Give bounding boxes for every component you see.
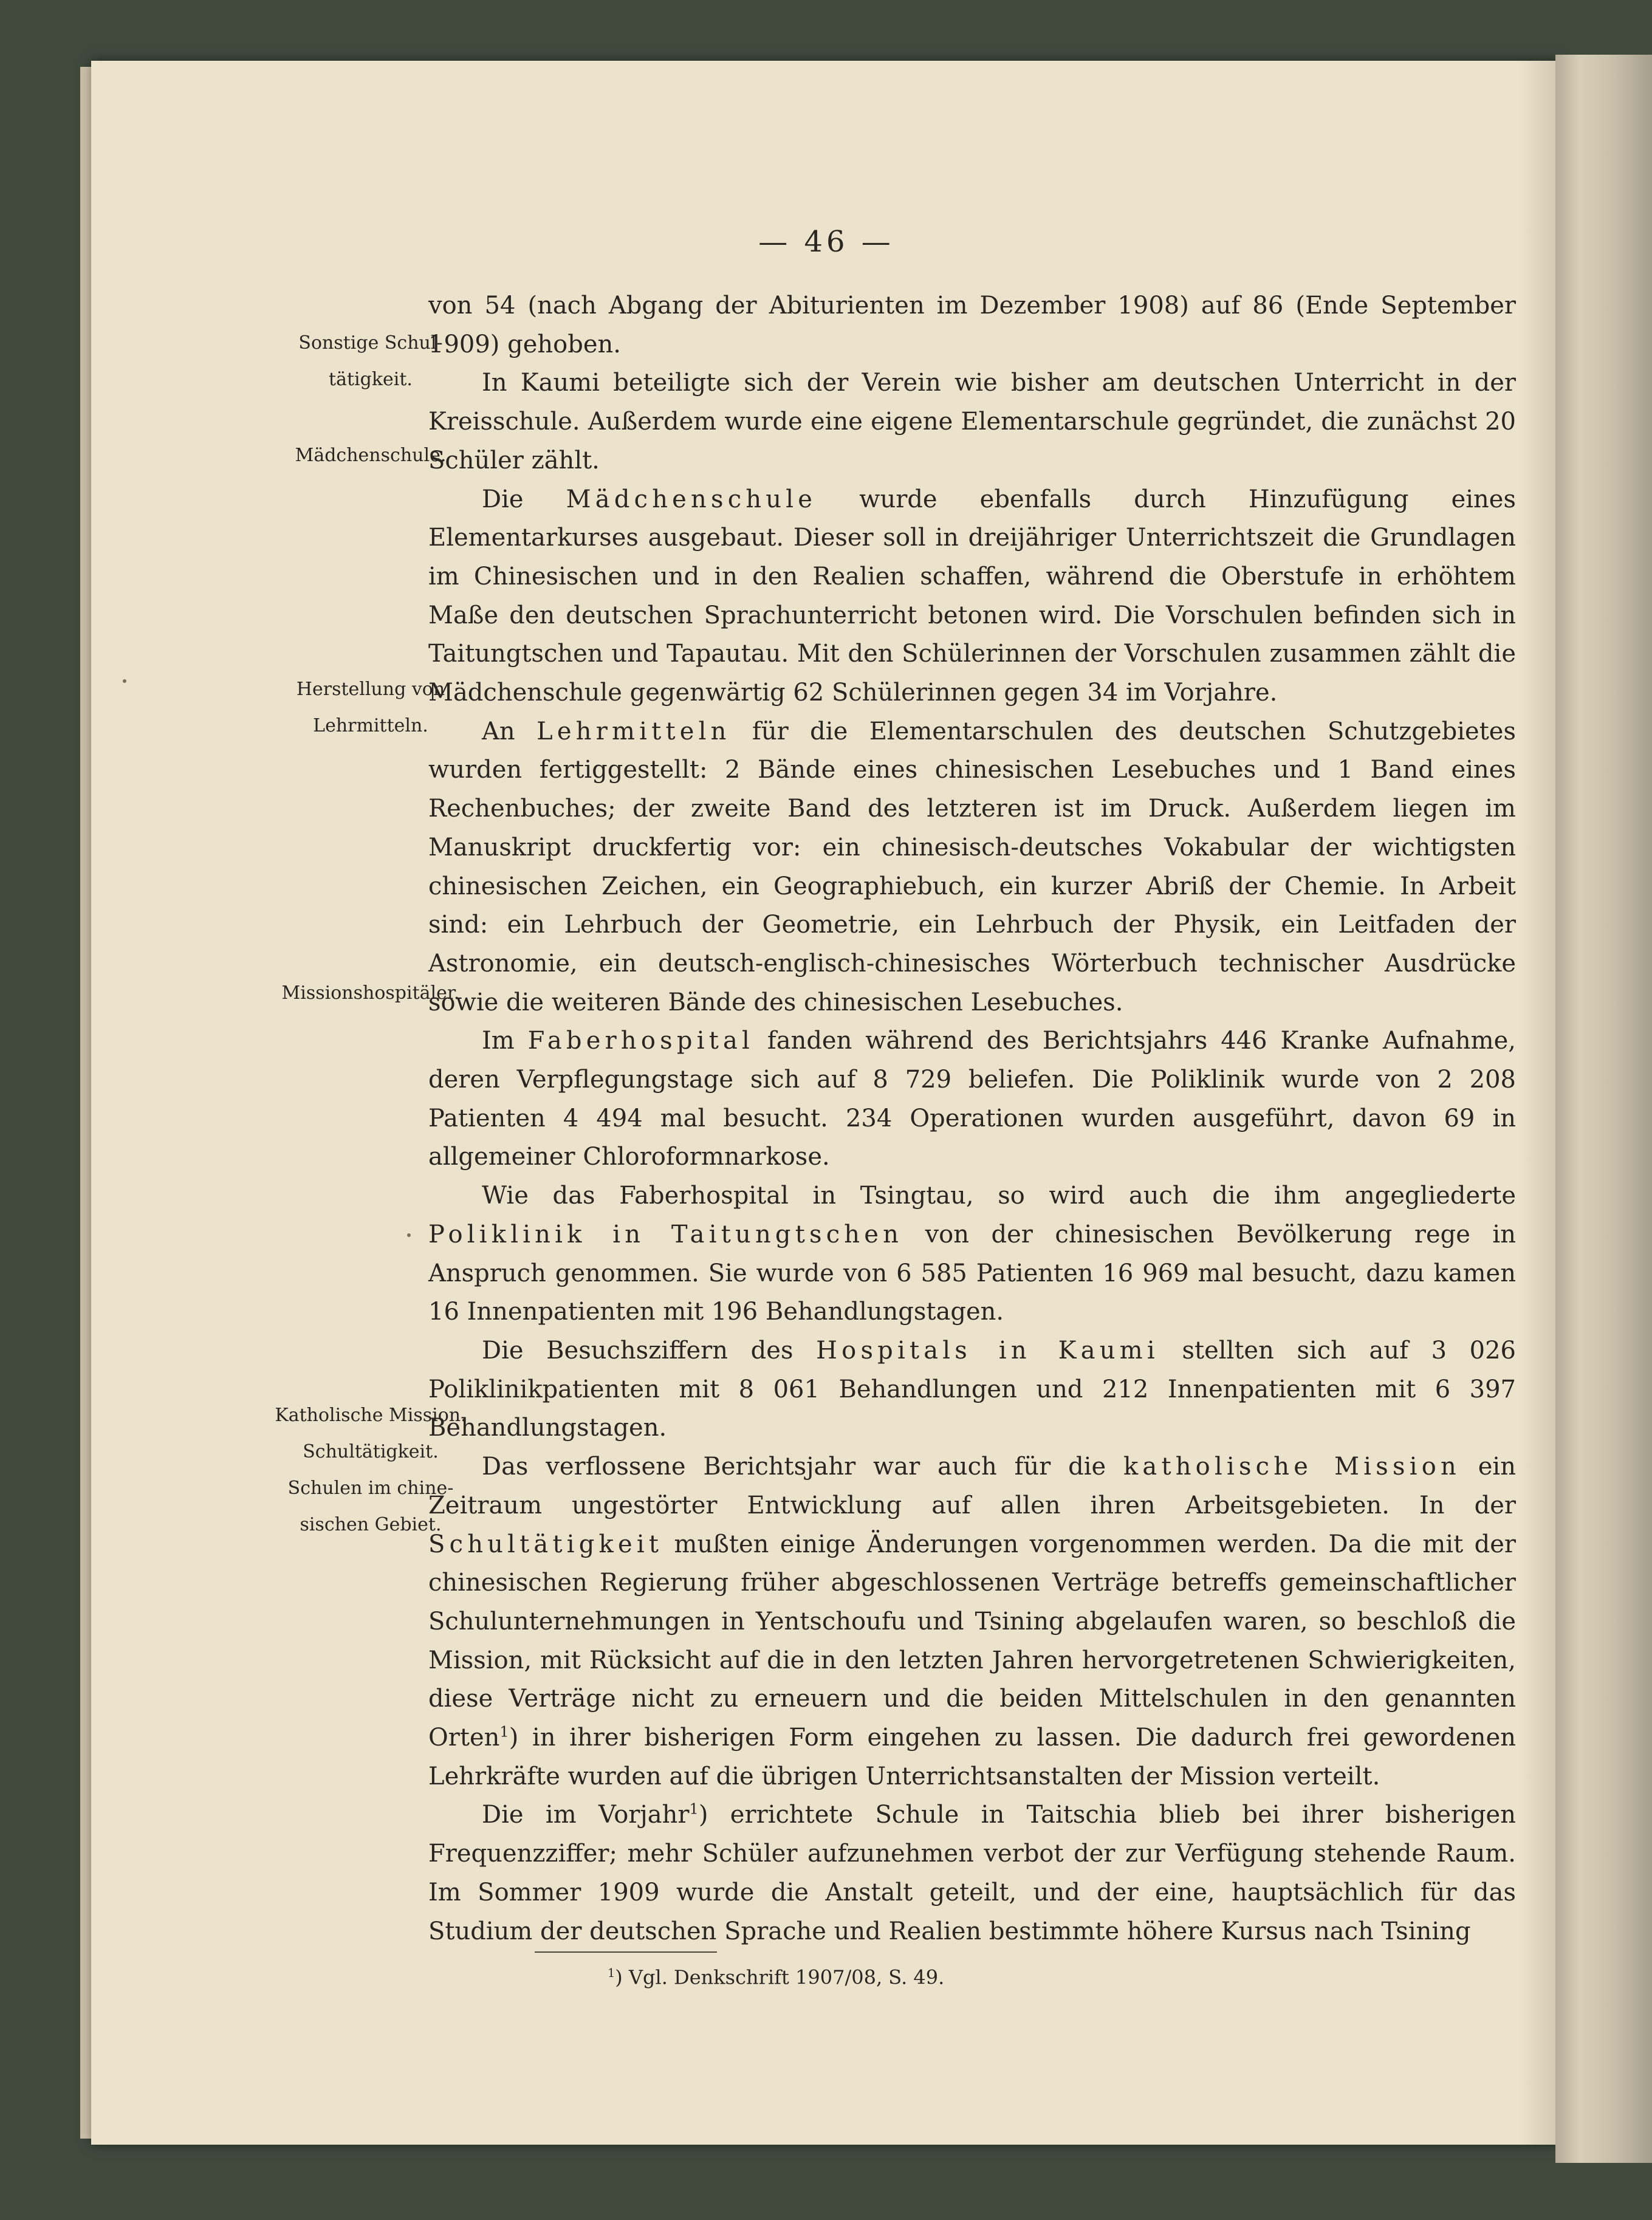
margin-note-line: Katholische Mission. <box>275 1405 467 1426</box>
margin-note <box>231 437 510 474</box>
margin-note-line: Sonstige Schul- <box>298 332 443 354</box>
book-page <box>91 61 1561 2145</box>
paragraph: In Kaumi beteiligte sich der Verein wie bisher am deutschen Unterricht in der Kreisschule. Außerdem wurde eine eigene Elementarschule gegründet, die zunächst 20 Schüler zählt. <box>428 369 1516 474</box>
paragraph: An Lehrmitteln für die Elementarschulen des deutschen Schutzgebietes wurden fertiggestellt: 2 Bände eines chinesischen Lesebuches und 1 Band eines Rechenbuches; der zweite Band des letzteren ist im Druck. Außerdem liegen im Manuskript druckfertig vor: ein chinesisch-deutsches Vokabular der wichtigsten chinesischen Zeichen, ein Geographiebuch, ein kurzer Abriß der Chemie. In Arbeit sind: ein Lehrbuch der Geometrie, ein Lehrbuch der Physik, ein Leitfaden der Astronomie, ein deutsch-englisch-chinesisches Wörterbuch technischer Ausdrücke sowie die weiteren Bände des chinesischen Lesebuches. <box>428 717 1516 1016</box>
book-gutter <box>1555 55 1652 2163</box>
margin-note-line: Missionshospitäler. <box>281 982 460 1004</box>
margin-note-line: Mädchenschule. <box>295 445 447 466</box>
margin-note-line: Schulen im chine- <box>287 1478 454 1499</box>
paragraph: Die Mädchenschule wurde ebenfalls durch Hinzufügung eines Elementarkurses ausgebaut. Dieser soll in dreijähriger Unterrichtszeit die Grundlagen im Chinesischen und in den Realien schaffen, während die Oberstufe in erhöhtem Maße den deutschen Sprachunterricht betonen wird. Die Vorschulen befinden sich in Taitungtschen und Tapautau. Mit den Schülerinnen der Vorschulen zusammen zählt die Mädchenschule gegenwärtig 62 Schülerinnen gegen 34 im Vorjahre. <box>428 485 1516 707</box>
paragraph: Das verflossene Berichtsjahr war auch für die katholische Mission ein Zeitraum ungestörter Entwicklung auf allen ihren Arbeitsgebieten. In der Schultätigkeit mußten einige Änderungen vorgenommen werden. Da die mit der chinesischen Regierung früher abgeschlossenen Verträge betreffs gemeinschaftlicher Schulunternehmungen in Yentschoufu und Tsining abgelaufen waren, so beschloß die Mission, mit Rücksicht auf die in den letzten Jahren hervorgetretenen Schwierigkeiten, diese Verträge nicht zu erneuern und die beiden Mittelschulen in den genannten Orten$^1$) in ihrer bisherigen Form eingehen zu lassen. Die dadurch frei gewordenen Lehrkräfte wurden auf die übrigen Unterrichtsanstalten der Mission verteilt. <box>428 1453 1516 1790</box>
margin-note-line: sischen Gebiet. <box>300 1514 442 1535</box>
dot-mark <box>123 679 126 683</box>
paragraph: Wie das Faberhospital in Tsingtau, so wird auch die ihm angegliederte Poliklinik in Taitungtschen von der chinesischen Bevölkerung rege in Anspruch genommen. Sie wurde von 6 585 Patienten 16 969 mal besucht, dazu kamen 16 Innenpatienten mit 196 Behandlungstagen. <box>428 1182 1516 1326</box>
footnote: $^1$) Vgl. Denkschrift 1907/08, S. 49. <box>608 1965 945 1989</box>
paragraph: Die im Vorjahr$^1$) errichtete Schule in Taitschia blieb bei ihrer bisherigen Frequenzziffer; mehr Schüler aufzunehmen verbot der zur Verfügung stehende Raum. Im Sommer 1909 wurde die Anstalt geteilt, und der eine, hauptsächlich für das Studium der deutschen Sprache und Realien bestimmte höhere Kursus nach Tsining <box>428 1801 1516 1945</box>
margin-note-line: Schultätigkeit. <box>303 1441 439 1462</box>
paragraph: Die Besuchsziffern des Hospitals in Kaumi stellten sich auf 3 026 Poliklinikpatienten mit 8 061 Behandlungen und 212 Innenpatienten mit 6 397 Behandlungstagen. <box>428 1336 1517 1442</box>
paragraph: von 54 (nach Abgang der Abiturienten im Dezember 1908) auf 86 (Ende September 1909) gehoben. <box>428 292 1516 358</box>
margin-note-line: Herstellung von <box>296 679 445 700</box>
margin-note-line: tätigkeit. <box>329 369 413 390</box>
main-text <box>428 287 1516 1951</box>
margin-note <box>231 671 510 744</box>
footnote-rule <box>535 1951 717 1953</box>
dot-mark <box>407 1233 411 1237</box>
margin-note <box>231 325 510 398</box>
paragraph: Im Faberhospital fanden während des Berichtsjahrs 446 Kranke Aufnahme, deren Verpflegungstage sich auf 8 729 beliefen. Die Poliklinik wurde von 2 208 Patienten 4 494 mal besucht. 234 Operationen wurden ausgeführt, davon 69 in allgemeiner Chloroformnarkose. <box>428 1027 1517 1171</box>
margin-note <box>231 1397 510 1543</box>
margin-note-line: Lehrmitteln. <box>313 715 428 736</box>
page-number: — 46 — <box>758 225 894 259</box>
margin-note <box>231 975 510 1012</box>
